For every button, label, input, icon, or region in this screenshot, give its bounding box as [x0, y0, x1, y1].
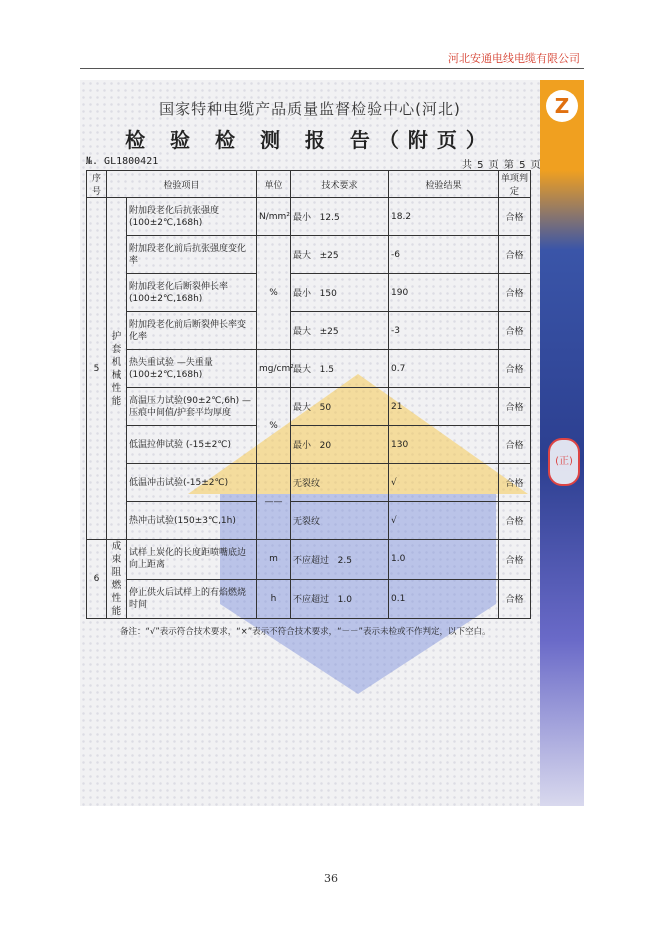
requirement-value: 2.5	[337, 555, 352, 566]
report-number: №. GL1800421	[86, 156, 159, 167]
judgement: 合格	[499, 540, 531, 580]
result: 21	[389, 388, 499, 426]
table-row	[87, 236, 531, 274]
table-row	[87, 464, 531, 502]
judgement: 合格	[499, 274, 531, 312]
test-item: 停止供火后试样上的有焰燃烧时间	[127, 579, 257, 619]
requirement	[291, 579, 389, 619]
requirement	[291, 312, 389, 350]
unit: %	[257, 236, 291, 350]
requirement-type: 最大	[293, 365, 312, 375]
requirement	[291, 236, 389, 274]
requirement-type: 最小	[293, 289, 312, 299]
requirement-type: 最大	[293, 403, 312, 413]
test-item: 试样上炭化的长度距喷嘴底边向上距离	[127, 540, 257, 580]
requirement	[291, 198, 389, 236]
table-row	[87, 579, 531, 619]
requirement	[291, 350, 389, 388]
table-row	[87, 312, 531, 350]
unit: mg/cm²	[257, 350, 291, 388]
group-name: 成束阻燃性能	[107, 540, 127, 619]
result: 0.1	[389, 579, 499, 619]
requirement	[291, 388, 389, 426]
requirement-value: 20	[319, 441, 332, 451]
result: √	[389, 464, 499, 502]
requirement-type: 最大	[293, 251, 312, 261]
requirement-value: 1.0	[337, 595, 352, 606]
company-name: 河北安通电线电缆有限公司	[448, 52, 580, 65]
col-header-result: 检验结果	[389, 171, 499, 198]
side-tag: (正)	[548, 438, 580, 486]
result: 1.0	[389, 540, 499, 580]
unit: ——	[257, 464, 291, 540]
requirement-value: 50	[319, 403, 332, 413]
judgement: 合格	[499, 312, 531, 350]
group-name: 护套机械性能	[107, 198, 127, 540]
judgement: 合格	[499, 502, 531, 540]
requirement-type: 最小	[293, 441, 312, 451]
table-row	[87, 350, 531, 388]
table-note: 备注：“√”表示符合技术要求，“×”表示不符合技术要求，“－－”表示未检或不作判定，以下空白。	[120, 627, 491, 637]
result: 0.7	[389, 350, 499, 388]
result: -6	[389, 236, 499, 274]
table-row	[87, 426, 531, 464]
test-item: 高温压力试验(90±2℃,6h) —压痕中间值/护套平均厚度	[127, 388, 257, 426]
judgement: 合格	[499, 426, 531, 464]
judgement: 合格	[499, 236, 531, 274]
requirement-type: 不应超过	[293, 595, 330, 606]
col-header-item: 检验项目	[107, 171, 257, 198]
unit: N/mm²	[257, 198, 291, 236]
requirement-type: 不应超过	[293, 555, 330, 566]
requirement	[291, 274, 389, 312]
requirement-value: 150	[319, 289, 337, 299]
judgement: 合格	[499, 350, 531, 388]
report-title: 检 验 检 测 报 告（附页）	[125, 128, 495, 152]
test-item: 附加段老化后抗张强度(100±2℃,168h)	[127, 198, 257, 236]
result: 130	[389, 426, 499, 464]
table-row	[87, 540, 531, 580]
page-count: 共 5 页 第 5 页	[462, 160, 542, 171]
requirement-type: 最大	[293, 327, 312, 337]
test-item: 热冲击试验(150±3℃,1h)	[127, 502, 257, 540]
requirement-value: ±25	[319, 327, 339, 337]
requirement: 无裂纹	[291, 502, 389, 540]
test-item: 热失重试验 —失重量(100±2℃,168h)	[127, 350, 257, 388]
page-number: 36	[324, 872, 338, 885]
table-row	[87, 198, 531, 236]
col-header-unit: 单位	[257, 171, 291, 198]
requirement-value: 12.5	[319, 213, 340, 223]
header-rule	[80, 68, 584, 69]
test-item: 附加段老化后断裂伸长率(100±2℃,168h)	[127, 274, 257, 312]
unit: m	[257, 540, 291, 580]
test-item: 附加段老化前后断裂伸长率变化率	[127, 312, 257, 350]
col-header-judgement: 单项判定	[499, 171, 531, 198]
requirement	[291, 426, 389, 464]
group-number: 6	[87, 540, 107, 619]
company-logo-icon: Z	[546, 90, 578, 122]
test-item: 低温冲击试验(-15±2℃)	[127, 464, 257, 502]
requirement-value: ±25	[319, 251, 339, 261]
org-name: 国家特种电缆产品质量监督检验中心(河北)	[159, 100, 461, 118]
requirement: 无裂纹	[291, 464, 389, 502]
result: 18.2	[389, 198, 499, 236]
decorative-side-stripe	[540, 80, 584, 806]
judgement: 合格	[499, 198, 531, 236]
scanned-report-image	[80, 80, 584, 806]
result: -3	[389, 312, 499, 350]
test-item: 低温拉伸试验 (-15±2℃)	[127, 426, 257, 464]
result: √	[389, 502, 499, 540]
test-item: 附加段老化前后抗张强度变化率	[127, 236, 257, 274]
results-table	[86, 170, 531, 619]
table-row	[87, 502, 531, 540]
table-row	[87, 274, 531, 312]
judgement: 合格	[499, 388, 531, 426]
requirement	[291, 540, 389, 580]
unit: %	[257, 388, 291, 464]
requirement-type: 最小	[293, 213, 312, 223]
requirement-value: 1.5	[319, 365, 334, 375]
judgement: 合格	[499, 579, 531, 619]
judgement: 合格	[499, 464, 531, 502]
result: 190	[389, 274, 499, 312]
col-header-requirement: 技术要求	[291, 171, 389, 198]
group-number: 5	[87, 198, 107, 540]
table-header-row	[87, 171, 531, 198]
col-header-no: 序号	[87, 171, 107, 198]
unit: h	[257, 579, 291, 619]
table-row	[87, 388, 531, 426]
